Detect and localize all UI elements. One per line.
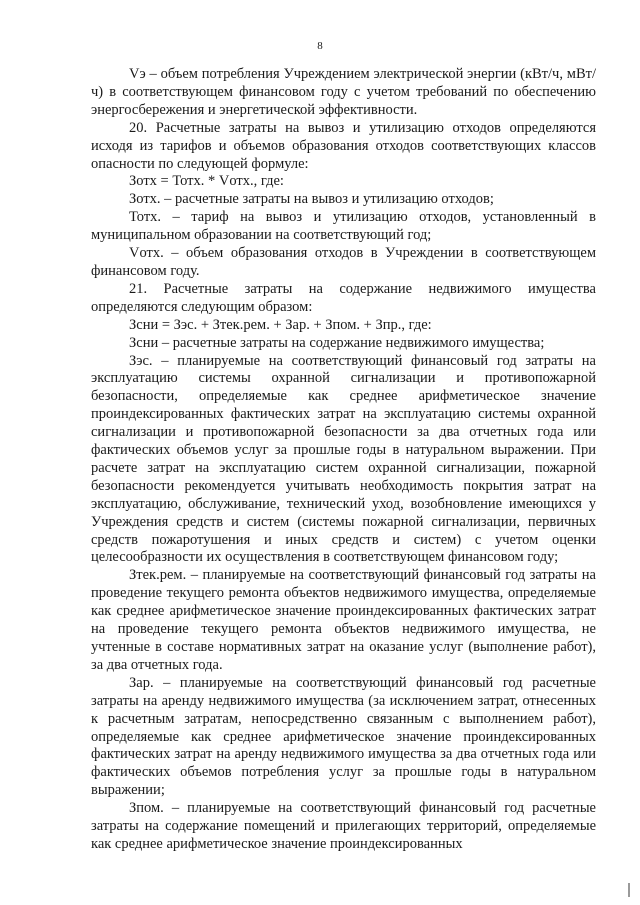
paragraph-votkh-definition: Vотх. – объем образования отходов в Учреждении в соответствующем финансовом году.	[91, 245, 596, 279]
paragraph-zes-definition: Зэс. – планируемые на соответствующий финансовый год затраты на эксплуатацию системы охранной сигнализации и противопожарной безопасности, определяемые как среднее арифметическое значение проиндексированных фактических затрат на эксплуатацию системы охранной сигнализации и противопожарной безопасности за два отчетных года или фактических объемов услуг за прошлые годы в натуральном выражении. При расчете затрат на эксплуатацию систем охранной сигнализации, пожарной безопасности рекомендуется учитывать необходимость покрытия затрат на эксплуатацию, обслуживание, технический уход, возобновление имеющихся у Учреждения средств и систем (системы пожарной сигнализации, первичных средств пожаротушения и иных средств и систем) с учетом оценки целесообразности их осуществления в соответствующем финансовом году;	[91, 352, 596, 566]
paragraph-zsni-definition: Зсни – расчетные затраты на содержание недвижимого имущества;	[129, 334, 545, 351]
paragraph-totkh-definition: Тотх. – тариф на вывоз и утилизацию отходов, установленный в муниципальном образовании на соответствующий год;	[91, 209, 596, 244]
formula-waste-costs: Зотх = Тотх. * Vотх., где:	[129, 173, 284, 190]
paragraph-ve-definition: Vэ – объем потребления Учреждением электрической энергии (кВт/ч, мВт/ч) в соответствующем финансовом году с учетом требований по обеспечению энергосбережения и энергетической эффективности.	[91, 66, 596, 118]
paragraph-ztekrem-definition: Зтек.рем. – планируемые на соответствующий финансовый год затраты на проведение текущего ремонта объектов недвижимого имущества, определяемые как среднее арифметическое значение проиндексированных фактических затрат на проведение текущего ремонта объектов недвижимого имущества, не учтенные в составе нормативных затрат на оказание услуг (выполнение работ), за два отчетных года.	[91, 567, 596, 673]
paragraph-zar-definition: Зар. – планируемые на соответствующий финансовый год расчетные затраты на аренду недвижимого имущества (за исключением затрат, отнесенных к расчетным затратам, непосредственно связанным с выполнением работ), определяемые как среднее арифметическое значение проиндексированных фактических затрат на аренду недвижимого имущества за два отчетных года или фактических объемов потребления услуг за прошлые годы в натуральном выражении;	[91, 674, 596, 799]
paragraph-item-20-waste-costs: 20. Расчетные затраты на вывоз и утилизацию отходов определяются исходя из тарифов и объемов образования отходов соответствующих классов опасности по следующей формуле:	[91, 119, 596, 172]
paragraph-item-21-property-costs: 21. Расчетные затраты на содержание недвижимого имущества определяются следующим образом:	[91, 280, 596, 315]
document-body	[91, 66, 596, 854]
page-number: 8	[317, 40, 323, 52]
formula-property-costs: Зсни = Зэс. + Зтек.рем. + Зар. + Зпом. + Зпр., где:	[129, 316, 432, 333]
paragraph-zotkh-definition: Зотх. – расчетные затраты на вывоз и утилизацию отходов;	[129, 191, 494, 208]
paragraph-zpom-definition: Зпом. – планируемые на соответствующий финансовый год расчетные затраты на содержание помещений и прилегающих территорий, определяемые как среднее арифметическое значение проиндексированных	[91, 800, 596, 852]
scan-edge-mark	[628, 883, 630, 897]
